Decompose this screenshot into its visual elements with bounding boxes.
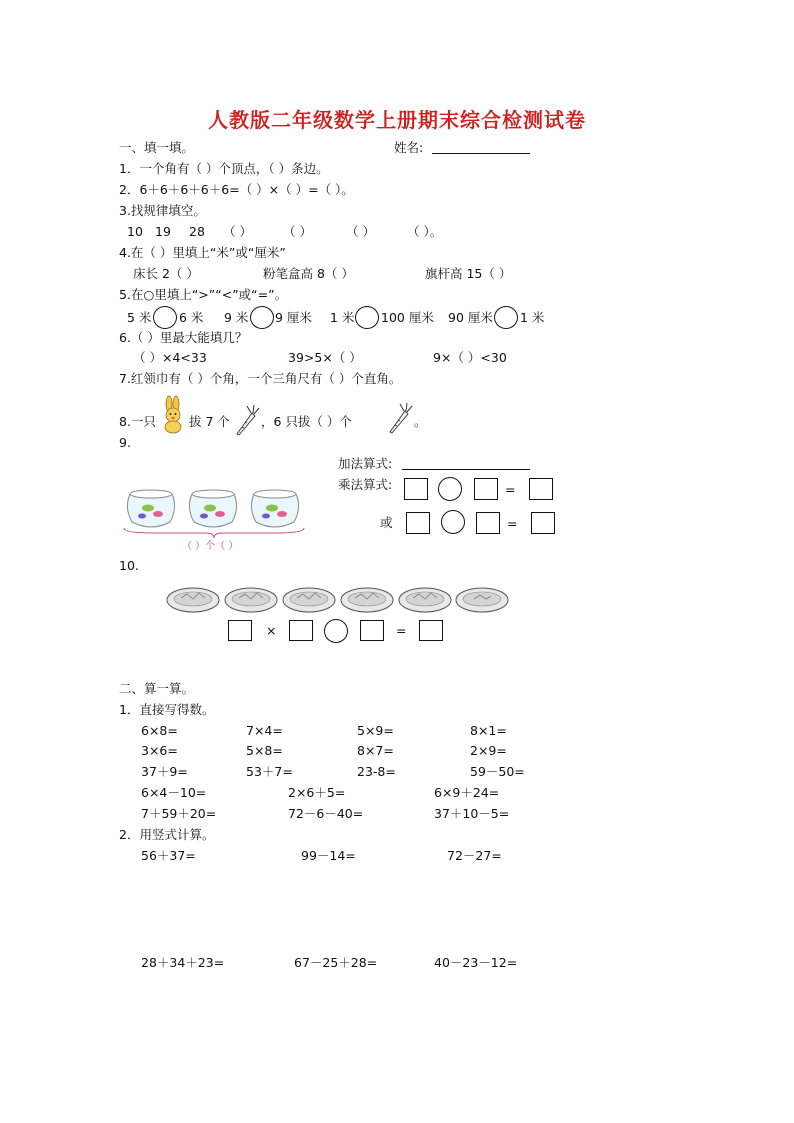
calc-item: 59－50= <box>470 764 525 779</box>
operator-circle[interactable] <box>438 477 462 501</box>
question-5-label: 5.在○里填上“>”“<”或“=”。 <box>119 287 288 302</box>
q5-left: 5 米 <box>127 310 152 325</box>
carrot-icon <box>233 404 259 436</box>
plate-icon <box>399 588 451 612</box>
mul-formula-label: 乘法算式: <box>338 477 393 492</box>
q3-seq-item: 19 <box>155 224 171 239</box>
q5-right: 1 米 <box>520 310 545 325</box>
brace <box>122 527 306 539</box>
answer-box[interactable] <box>419 620 443 641</box>
vertical-calc-item: 99－14= <box>301 848 356 863</box>
plate-icon <box>456 588 508 612</box>
calc-item: 6×4－10= <box>141 785 207 800</box>
question-3-label: 3.找规律填空。 <box>119 203 206 218</box>
answer-box[interactable] <box>531 512 555 534</box>
q3-blank[interactable]: （ ） <box>346 224 375 239</box>
times-sign: × <box>266 623 277 638</box>
q6-item: （ ）×4<33 <box>133 350 207 365</box>
q5-right: 6 米 <box>179 310 204 325</box>
plate-icon <box>167 588 219 612</box>
question-2: 2．6＋6＋6＋6＋6=（ ）×（ ）=（ ）。 <box>119 182 354 197</box>
calc-item: 37＋9= <box>141 764 188 779</box>
calc-item: 5×8= <box>246 743 283 758</box>
calc-item: 8×7= <box>357 743 394 758</box>
vertical-calc-item: 67－25＋28= <box>294 955 378 970</box>
question-6-label: 6.（ ）里最大能填几？ <box>119 330 248 345</box>
operator-circle[interactable] <box>324 619 348 643</box>
q4-item: 粉笔盒高 8（ ） <box>263 266 354 281</box>
calc-item: 7＋59＋20= <box>141 806 217 821</box>
q3-seq-item: 28 <box>189 224 205 239</box>
page-title: 人教版二年级数学上册期末综合检测试卷 <box>208 108 586 132</box>
calc-item: 7×4= <box>246 723 283 738</box>
fishbowl-icon <box>189 490 236 527</box>
answer-box[interactable] <box>360 620 384 641</box>
fishbowl-group <box>124 486 304 532</box>
calc-item: 6×8= <box>141 723 178 738</box>
equals-sign: = <box>396 623 407 638</box>
name-field[interactable] <box>432 153 530 154</box>
q5-left: 9 米 <box>224 310 249 325</box>
q6-item: 39>5×（ ） <box>288 350 362 365</box>
calc-item: 3×6= <box>141 743 178 758</box>
compare-circle[interactable] <box>494 306 518 329</box>
q6-item: 9×（ ）<30 <box>433 350 507 365</box>
q3-seq-item: 10 <box>127 224 143 239</box>
plate-icon <box>225 588 277 612</box>
question-7: 7.红领巾有（ ）个角，一个三角尺有（ ）个直角。 <box>119 371 402 386</box>
or-label: 或 <box>380 515 393 530</box>
answer-box[interactable] <box>289 620 313 641</box>
equals-sign: = <box>507 516 518 531</box>
section-heading-fill: 一、填一填。 <box>119 140 195 155</box>
calc-item: 8×1= <box>470 723 507 738</box>
calc-item: 37＋10－5= <box>434 806 510 821</box>
q8-end: 。 <box>414 414 427 429</box>
q3-blank[interactable]: （ ） <box>223 224 252 239</box>
operator-circle[interactable] <box>441 510 465 534</box>
vertical-calc-item: 72－27= <box>447 848 502 863</box>
answer-box[interactable] <box>529 478 553 500</box>
name-label: 姓名: <box>394 140 424 155</box>
q3-blank[interactable]: （ ）。 <box>407 224 443 239</box>
question-1: 1．一个角有（ ）个顶点，（ ）条边。 <box>119 161 329 176</box>
calc-item: 2×6＋5= <box>288 785 346 800</box>
brace-caption: （ ）个（ ） <box>182 541 239 552</box>
fishbowl-icon <box>251 490 298 527</box>
fishbowl-icon <box>127 490 174 527</box>
calc-item: 53＋7= <box>246 764 293 779</box>
calc-item: 72－6－40= <box>288 806 364 821</box>
plate-icon <box>283 588 335 612</box>
sub-question-1-label: 1．直接写得数。 <box>119 702 215 717</box>
q8-mid2: ，6 只拔（ ）个 <box>261 414 352 429</box>
q3-blank[interactable]: （ ） <box>283 224 312 239</box>
compare-circle[interactable] <box>153 306 177 329</box>
calc-item: 23-8= <box>357 764 396 779</box>
compare-circle[interactable] <box>355 306 379 329</box>
vertical-calc-item: 40－23－12= <box>434 955 518 970</box>
add-formula-label: 加法算式: <box>338 456 393 471</box>
add-formula-field[interactable] <box>402 469 530 470</box>
q8-mid1: 拔 7 个 <box>189 414 230 429</box>
q5-left: 1 米 <box>330 310 355 325</box>
answer-box[interactable] <box>406 512 430 534</box>
plate-row <box>167 587 509 615</box>
calc-item: 2×9= <box>470 743 507 758</box>
vertical-calc-item: 56＋37= <box>141 848 196 863</box>
q4-item: 床长 2（ ） <box>133 266 199 281</box>
q4-item: 旗杆高 15（ ） <box>425 266 512 281</box>
q5-left: 90 厘米 <box>448 310 493 325</box>
question-4-label: 4.在（ ）里填上“米”或“厘米” <box>119 245 286 260</box>
plate-icon <box>341 588 393 612</box>
compare-circle[interactable] <box>250 306 274 329</box>
calc-item: 6×9＋24= <box>434 785 500 800</box>
q5-right: 100 厘米 <box>381 310 434 325</box>
q5-right: 9 厘米 <box>275 310 312 325</box>
section-heading-calc: 二、算一算。 <box>119 681 195 696</box>
answer-box[interactable] <box>228 620 252 641</box>
answer-box[interactable] <box>474 478 498 500</box>
q8-prefix: 8.一只 <box>119 414 156 429</box>
rabbit-icon <box>160 396 186 434</box>
carrot-icon <box>386 402 412 434</box>
question-9-label: 9. <box>119 435 131 450</box>
answer-box[interactable] <box>476 512 500 534</box>
equals-sign: = <box>505 482 516 497</box>
answer-box[interactable] <box>404 478 428 500</box>
calc-item: 5×9= <box>357 723 394 738</box>
vertical-calc-item: 28＋34＋23= <box>141 955 225 970</box>
sub-question-2-label: 2．用竖式计算。 <box>119 827 215 842</box>
question-10-label: 10. <box>119 558 139 573</box>
